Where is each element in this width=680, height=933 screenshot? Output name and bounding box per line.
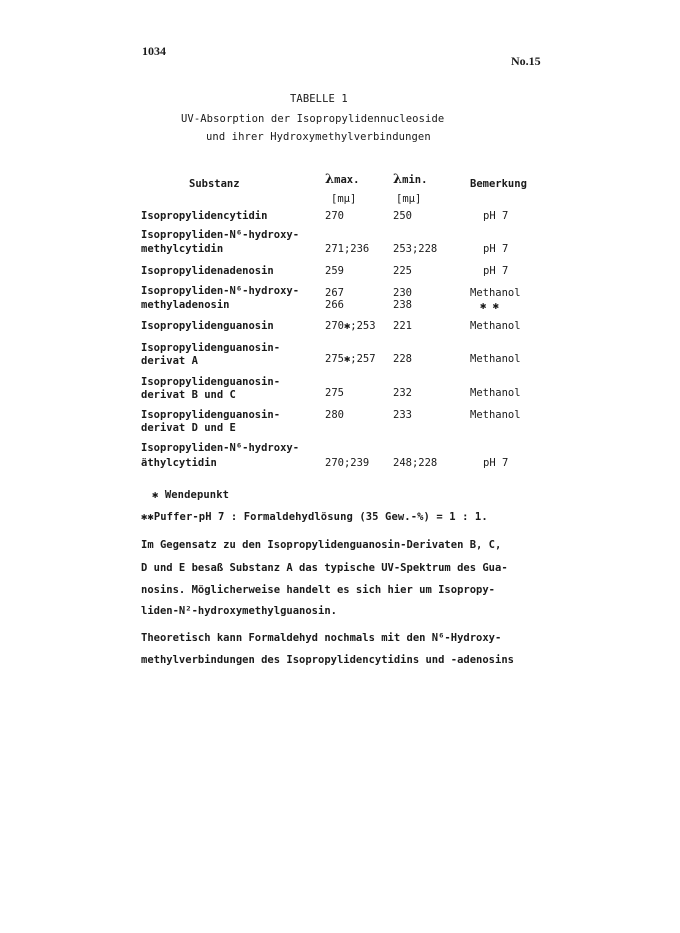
- row-9-max: 270;239: [325, 457, 370, 469]
- row-4-max-2: 266: [325, 299, 344, 311]
- row-4-min-2: 238: [393, 299, 412, 311]
- row-5-min: 221: [393, 320, 412, 332]
- body-p1-line4: liden-N²-hydroxymethylguanosin.: [141, 605, 337, 617]
- body-p1-line2: D und E besaß Substanz A das typische UV-Spektrum des Gua-: [141, 562, 508, 574]
- row-1-min: 250: [393, 210, 412, 222]
- row-9-remark: pH 7: [483, 457, 509, 469]
- row-8-min: 233: [393, 409, 412, 421]
- row-3-min: 225: [393, 265, 412, 277]
- row-7-name-line2: derivat B und C: [141, 389, 236, 401]
- row-9-name-line1: Isopropyliden-N⁶-hydroxy-: [141, 442, 300, 454]
- row-8-remark: Methanol: [470, 409, 521, 421]
- row-8-name-line1: Isopropylidenguanosin-: [141, 409, 281, 421]
- header-substanz: Substanz: [189, 178, 240, 190]
- lambda-symbol: λ: [325, 172, 335, 187]
- body-p2-line1: Theoretisch kann Formaldehyd nochmals mit den N⁶-Hydroxy-: [141, 632, 502, 644]
- row-2-name-line2: methylcytidin: [141, 243, 224, 255]
- row-5-max: 270✱;253: [325, 320, 376, 332]
- row-1-name: Isopropylidencytidin: [141, 210, 268, 222]
- row-1-max: 270: [325, 210, 344, 222]
- row-4-name-line1: Isopropyliden-N⁶-hydroxy-: [141, 285, 300, 297]
- table-caption-line1: UV-Absorption der Isopropylidennucleoside: [181, 113, 445, 125]
- row-6-name-line1: Isopropylidenguanosin-: [141, 342, 281, 354]
- footnote-wendepunkt: ✱ Wendepunkt: [152, 489, 230, 501]
- row-6-remark: Methanol: [470, 353, 521, 365]
- row-6-min: 228: [393, 353, 412, 365]
- footnote-puffer: ✱✱Puffer-pH 7 : Formaldehydlösung (35 Gew.-%) = 1 : 1.: [141, 511, 488, 523]
- row-8-max: 280: [325, 409, 344, 421]
- row-3-name: Isopropylidenadenosin: [141, 265, 274, 277]
- row-7-min: 232: [393, 387, 412, 399]
- row-4-remark: Methanol: [470, 287, 521, 299]
- row-4-min: 230: [393, 287, 412, 299]
- page-number: 1034: [142, 44, 166, 58]
- header-lambda-min: λmin.: [393, 172, 428, 187]
- row-8-name-line2: derivat D und E: [141, 422, 236, 434]
- row-5-remark: Methanol: [470, 320, 521, 332]
- row-7-name-line1: Isopropylidenguanosin-: [141, 376, 281, 388]
- lambda-symbol: λ: [393, 172, 403, 187]
- row-4-remark-asterisks: ✱ ✱: [480, 300, 499, 312]
- row-6-max: 275✱;257: [325, 353, 376, 365]
- row-5-name: Isopropylidenguanosin: [141, 320, 274, 332]
- header-bemerkung: Bemerkung: [470, 178, 527, 190]
- row-4-max: 267: [325, 287, 344, 299]
- row-9-name-line2: äthylcytidin: [141, 457, 217, 469]
- row-6-name-line2: derivat A: [141, 355, 198, 367]
- row-2-max: 271;236: [325, 243, 370, 255]
- row-7-remark: Methanol: [470, 387, 521, 399]
- row-3-max: 259: [325, 265, 344, 277]
- row-3-remark: pH 7: [483, 265, 509, 277]
- body-p2-line2: methylverbindungen des Isopropylidencytidins und -adenosins: [141, 654, 514, 666]
- row-2-min: 253;228: [393, 243, 438, 255]
- body-p1-line1: Im Gegensatz zu den Isopropylidenguanosin-Derivaten B, C,: [141, 539, 502, 551]
- body-p1-line3: nosins. Möglicherweise handelt es sich hier um Isopropy-: [141, 584, 496, 596]
- row-4-name-line2: methyladenosin: [141, 299, 230, 311]
- row-2-name-line1: Isopropyliden-N⁶-hydroxy-: [141, 229, 300, 241]
- unit-max: [mμ]: [331, 193, 357, 205]
- row-1-remark: pH 7: [483, 210, 509, 222]
- header-lambda-max: λmax.: [325, 172, 360, 187]
- journal-issue: No.15: [511, 54, 541, 68]
- row-7-max: 275: [325, 387, 344, 399]
- table-title: TABELLE 1: [290, 93, 348, 105]
- row-9-min: 248;228: [393, 457, 438, 469]
- row-2-remark: pH 7: [483, 243, 509, 255]
- unit-min: [mμ]: [396, 193, 422, 205]
- table-caption-line2: und ihrer Hydroxymethylverbindungen: [206, 131, 431, 143]
